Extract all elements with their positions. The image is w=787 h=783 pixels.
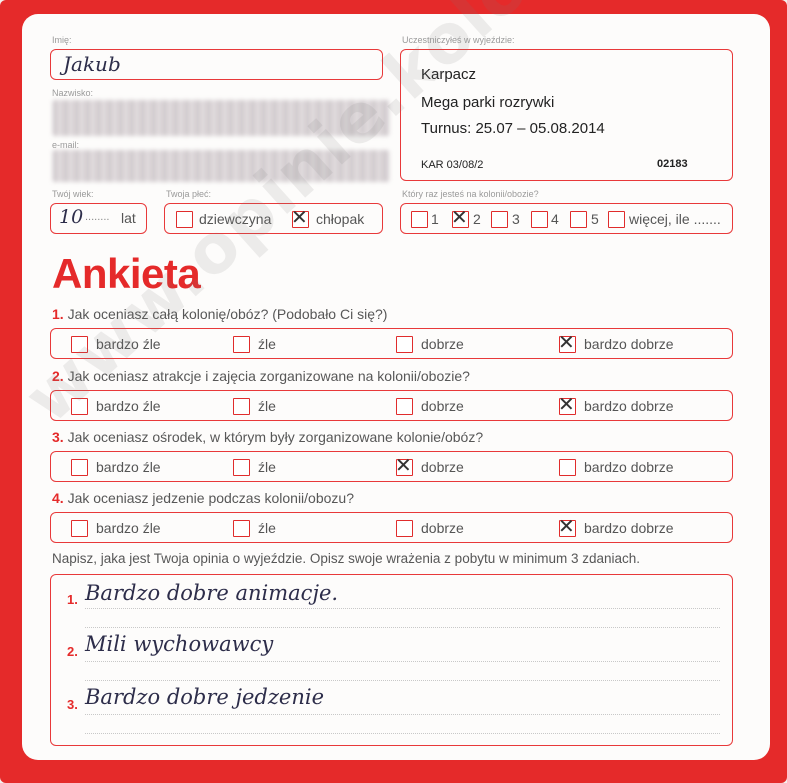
check-mark-icon: ✕ [291,205,308,229]
opinion-prompt: Napisz, jaka jest Twoja opinia o wyjeździe. Opisz swoje wrażenia z pobytu w minimum 3 zdaniach. [52,551,641,566]
q4-checkbox-very-bad[interactable] [71,520,88,537]
dotted-line [85,733,720,734]
q3-option-bad: źle [258,459,276,475]
q1-option-very-bad: bardzo źle [96,336,161,352]
check-mark-icon: ✕ [558,392,575,416]
answer-2-text: Mili wychowawcy [85,632,274,656]
times-option-3: 3 [512,211,520,227]
q1-option-very-good: bardzo dobrze [584,336,674,352]
trip-label: Uczestniczyłeś w wyjeździe: [402,35,515,45]
q4-checkbox-good[interactable] [396,520,413,537]
trip-number: 02183 [657,158,688,170]
times-checkbox-5[interactable] [570,211,587,228]
q1-option-good: dobrze [421,336,464,352]
times-checkbox-4[interactable] [531,211,548,228]
question-4-answers [50,512,733,543]
question-3-answers [50,451,733,482]
question-2-number: 2. [52,368,64,384]
question-2-answers [50,390,733,421]
q3-checkbox-very-good[interactable] [559,459,576,476]
q3-checkbox-very-bad[interactable] [71,459,88,476]
q3-option-good: dobrze [421,459,464,475]
q2-checkbox-good[interactable] [396,398,413,415]
survey-title: Ankieta [52,250,201,297]
question-3-text: Jak oceniasz ośrodek, w którym były zorganizowane kolonie/obóz? [67,429,484,445]
dotted-line [85,608,720,609]
times-option-more: więcej, ile ....... [629,211,721,227]
age-value: 10 [59,206,84,228]
name-label: Imię: [52,35,72,45]
times-label: Który raz jesteś na kolonii/obozie? [402,189,539,199]
q1-option-bad: źle [258,336,276,352]
answer-2-number: 2. [67,644,78,659]
question-4-number: 4. [52,490,64,506]
q4-option-very-good: bardzo dobrze [584,520,674,536]
trip-dates: Turnus: 25.07 – 05.08.2014 [421,120,605,137]
q1-checkbox-good[interactable] [396,336,413,353]
q3-option-very-good: bardzo dobrze [584,459,674,475]
times-checkbox-1[interactable] [411,211,428,228]
question-4-text: Jak oceniasz jedzenie podczas kolonii/obozu? [67,490,354,506]
name-field[interactable] [50,49,383,80]
q2-option-good: dobrze [421,398,464,414]
q2-checkbox-bad[interactable] [233,398,250,415]
q4-option-very-bad: bardzo źle [96,520,161,536]
q1-checkbox-very-good[interactable] [558,330,576,354]
dotted-line [85,714,720,715]
q3-checkbox-bad[interactable] [233,459,250,476]
trip-code: KAR 03/08/2 [421,159,484,171]
q1-checkbox-bad[interactable] [233,336,250,353]
trip-program: Mega parki rozrywki [421,94,555,111]
times-checkbox-more[interactable] [608,211,625,228]
check-mark-icon: ✕ [558,514,575,538]
gender-girl-label: dziewczyna [199,211,272,227]
times-option-5: 5 [591,211,599,227]
q2-option-very-bad: bardzo źle [96,398,161,414]
dotted-line [85,661,720,662]
times-checkbox-3[interactable] [491,211,508,228]
surname-label: Nazwisko: [52,88,94,98]
dotted-line [85,680,720,681]
q3-checkbox-good[interactable] [395,453,413,477]
q4-checkbox-very-good[interactable] [558,514,576,538]
gender-boy-label: chłopak [316,211,365,227]
answer-1-number: 1. [67,592,78,607]
gender-label: Twoja płeć: [166,189,212,199]
times-option-2: 2 [473,211,481,227]
opinion-box[interactable] [50,574,733,746]
dotted-line [85,627,720,628]
q4-checkbox-bad[interactable] [233,520,250,537]
q2-option-very-good: bardzo dobrze [584,398,674,414]
times-option-1: 1 [431,211,439,227]
answer-3-number: 3. [67,697,78,712]
age-dots: ........ [85,211,110,223]
trip-location: Karpacz [421,66,477,83]
check-mark-icon: ✕ [451,205,468,229]
question-1-text: Jak oceniasz całą kolonię/obóz? (Podobało Ci się?) [67,306,388,322]
q2-option-bad: źle [258,398,276,414]
answer-1-text: Bardzo dobre animacje. [85,581,339,605]
times-option-4: 4 [551,211,559,227]
check-mark-icon: ✕ [558,330,575,354]
q4-option-bad: źle [258,520,276,536]
age-field[interactable] [50,203,147,234]
check-mark-icon: ✕ [395,453,412,477]
question-4 [52,490,354,506]
question-3-number: 3. [52,429,64,445]
question-2-text: Jak oceniasz atrakcje i zajęcia zorganizowane na kolonii/obozie? [67,368,470,384]
email-label: e-mail: [52,140,80,150]
question-1-number: 1. [52,306,64,322]
age-label: Twój wiek: [52,189,94,199]
question-3 [52,429,483,445]
times-checkbox-2[interactable] [451,205,469,229]
q4-option-good: dobrze [421,520,464,536]
name-value: Jakub [63,52,121,76]
q3-option-very-bad: bardzo źle [96,459,161,475]
times-field [400,203,733,234]
age-unit: lat [121,210,136,226]
answer-3-text: Bardzo dobre jedzenie [85,685,325,709]
q2-checkbox-very-good[interactable] [558,392,576,416]
